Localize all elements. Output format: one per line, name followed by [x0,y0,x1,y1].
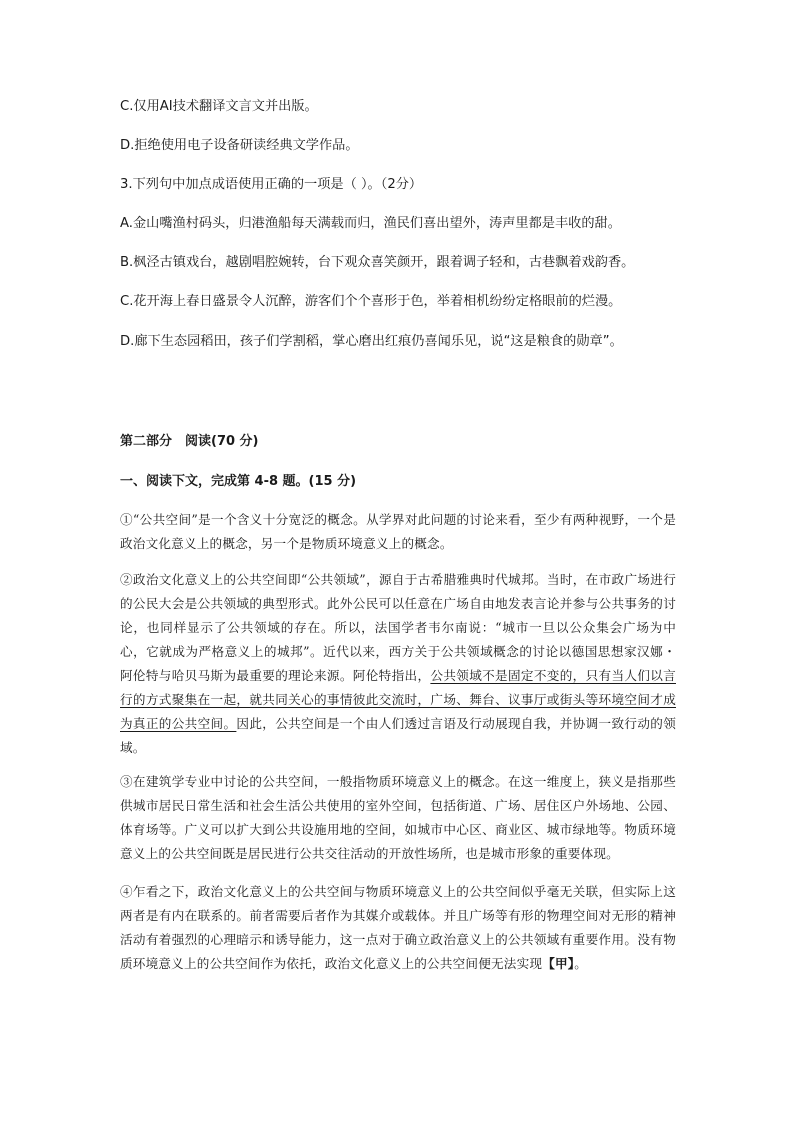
paragraph-2-text-after: 因此，公共空间是一个由人们透过言语及行动展现自我，并协调一致行动的领域。 [120,716,676,755]
passage-paragraph-1: ①“公共空间”是一个含义十分宽泛的概念。从学界对此问题的讨论来看，至少有两种视野，一个是政治文化意义上的概念，另一个是物质环境意义上的概念。 [120,512,676,551]
question-3-stem: 3.下列句中加点成语使用正确的一项是（ ）。（2分） [120,177,423,192]
paragraph-4-end: 。 [574,956,588,971]
paragraph-4-blank-marker: 【甲】 [542,956,575,971]
paragraph-4-text: ④乍看之下，政治文化意义上的公共空间与物质环境意义上的公共空间似乎毫无关联，但实际上这两者是有内在联系的。前者需要后者作为其媒介或载体。并且广场等有形的物理空间对无形的精神活动有着强烈的心理暗示和诱导能力，这一点对于确立政治意义上的公共领域有重要作用。没有物质环境意义上的公共空间作为依托，政治文化意义上的公共空间便无法实现 [120,884,676,971]
question-3-option-a: A.金山嘴渔村码头，归港渔船每天满载而归，渔民们喜出望外，涛声里都是丰收的甜。 [120,216,621,231]
paragraph-2-underlined-text: 公共领域不是固定不变的，只有当人们以言行的方式聚集在一起，就共同关心的事情彼此交流时，广场、舞台、议事厅或街头等环境空间才成为真正的公共空间。 [120,668,676,731]
question-3-option-d: D.廊下生态园稻田，孩子们学割稻，掌心磨出红痕仍喜闻乐见，说“这是粮食的勋章”。 [120,334,623,349]
reading-section-1-title: 一、阅读下文，完成第 4-8 题。(15 分) [120,474,357,489]
question-3-option-c: C.花开海上春日盛景令人沉醉，游客们个个喜形于色，举着相机纷纷定格眼前的烂漫。 [120,294,622,309]
passage-paragraph-4 [120,880,676,976]
passage-paragraph-2 [120,568,676,760]
option-d-previous: D.拒绝使用电子设备研读经典文学作品。 [120,138,359,153]
part-2-title: 第二部分 阅读(70 分) [120,434,259,449]
paragraph-2-text-before: ②政治文化意义上的公共空间即“公共领域”，源自于古希腊雅典时代城邦。当时，在市政广场进行的公民大会是公共领域的典型形式。此外公民可以任意在广场自由地发表言论并参与公共事务的讨论，也同样显示了公共领域的存在。所以，法国学者韦尔南说：“城市一旦以公众集会广场为中心，它就成为严格意义上的城邦”。近代以来，西方关于公共领域概念的讨论以德国思想家汉娜・阿伦特与哈贝马斯为最重要的理论来源。阿伦特指出， [120,572,676,683]
option-c-previous: C.仅用AI技术翻译文言文并出版。 [120,99,318,114]
passage-paragraph-3: ③在建筑学专业中讨论的公共空间，一般指物质环境意义上的概念。在这一维度上，狭义是指那些供城市居民日常生活和社会生活公共使用的室外空间，包括街道、广场、居住区户外场地、公园、体育场等。广义可以扩大到公共设施用地的空间，如城市中心区、商业区、城市绿地等。物质环境意义上的公共空间既是居民进行公共交往活动的开放性场所，也是城市形象的重要体现。 [120,774,676,861]
question-3-option-b: B.枫泾古镇戏台，越剧唱腔婉转，台下观众喜笑颜开，跟着调子轻和，古巷飘着戏韵香。 [120,255,635,270]
